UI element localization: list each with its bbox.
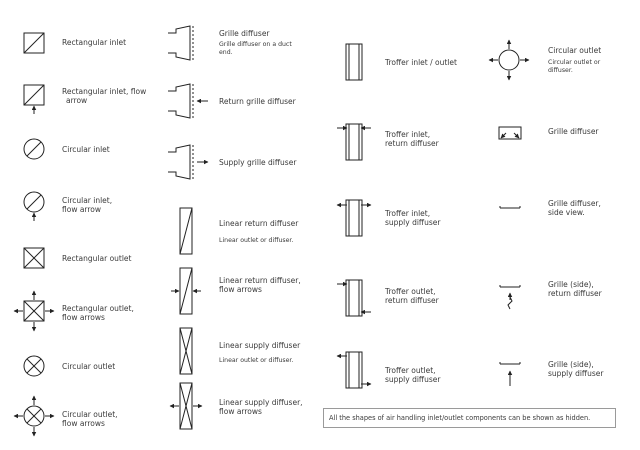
troffer-outlet-return-icon[interactable]	[337, 280, 371, 316]
grille-diffuser-side-icon[interactable]	[500, 206, 520, 208]
grille-side-return-label-2: return diffuser	[548, 289, 602, 298]
linear-supply-diffuser-icon[interactable]	[180, 328, 192, 374]
circular-inlet-icon[interactable]	[24, 139, 44, 159]
circular-outlet-right-desc: Circular outlet or	[548, 59, 601, 66]
grille-side-return-icon[interactable]	[500, 285, 520, 309]
rectangular-inlet-flow-icon[interactable]	[24, 85, 44, 114]
grille-side-supply-label-2: supply diffuser	[548, 369, 604, 378]
grille-diffuser-label: Grille diffuser	[219, 29, 270, 38]
circular-outlet-flow-icon[interactable]	[14, 396, 54, 436]
troffer-inlet-supply-icon[interactable]	[337, 200, 371, 236]
rectangular-inlet-flow-label: Rectangular inlet, flow	[62, 87, 147, 96]
grille-diffuser-plan-icon[interactable]	[499, 127, 521, 139]
troffer-outlet-return-label-2: return diffuser	[385, 296, 439, 305]
linear-supply-diffuser-desc: Linear outlet or diffuser.	[219, 357, 294, 364]
circular-inlet-flow-icon[interactable]	[24, 192, 44, 221]
rectangular-outlet-label: Rectangular outlet	[62, 254, 132, 263]
circular-inlet-label: Circular inlet	[62, 145, 110, 154]
troffer-inlet-return-icon[interactable]	[337, 124, 371, 160]
rectangular-inlet-icon[interactable]	[24, 33, 44, 53]
circular-outlet-flow-label: Circular outlet,	[62, 410, 118, 419]
circular-outlet-label: Circular outlet	[62, 362, 116, 371]
linear-supply-diffuser-label: Linear supply diffuser	[219, 341, 301, 350]
circular-outlet-arrows-icon[interactable]	[489, 40, 529, 80]
troffer-outlet-supply-label-2: supply diffuser	[385, 375, 441, 384]
troffer-inlet-return-label-2: return diffuser	[385, 139, 439, 148]
troffer-inlet-supply-label-2: supply diffuser	[385, 218, 441, 227]
linear-return-diffuser-flow-icon[interactable]	[171, 268, 201, 314]
circular-outlet-flow-label-2: flow arrows	[62, 419, 105, 428]
grille-diffuser-desc: Grille diffuser on a duct	[219, 41, 292, 48]
grille-diffuser-desc-2: end.	[219, 49, 233, 56]
circular-inlet-flow-label: Circular inlet,	[62, 196, 113, 205]
troffer-outlet-supply-label: Troffer outlet,	[385, 366, 436, 375]
linear-return-diffuser-flow-label-2: flow arrows	[219, 285, 262, 294]
linear-return-diffuser-icon[interactable]	[180, 208, 192, 254]
rectangular-outlet-flow-label-2: flow arrows	[62, 313, 105, 322]
supply-grille-diffuser-label: Supply grille diffuser	[219, 158, 297, 167]
rectangular-outlet-flow-label: Rectangular outlet,	[62, 304, 134, 313]
grille-diffuser-side-label-2: side view.	[548, 208, 585, 217]
grille-side-supply-icon[interactable]	[500, 362, 520, 386]
linear-supply-diffuser-flow-label: Linear supply diffuser,	[219, 398, 303, 407]
troffer-inlet-return-label: Troffer inlet,	[385, 130, 431, 139]
grille-diffuser-side-label: Grille diffuser,	[548, 199, 601, 208]
supply-grille-diffuser-icon[interactable]	[168, 145, 208, 179]
linear-return-diffuser-flow-label: Linear return diffuser,	[219, 276, 301, 285]
circular-outlet-right-label: Circular outlet	[548, 46, 602, 55]
linear-return-diffuser-desc: Linear outlet or diffuser.	[219, 237, 294, 244]
rectangular-outlet-flow-icon[interactable]	[14, 291, 54, 331]
circular-inlet-flow-label-2: flow arrow	[62, 205, 102, 214]
return-grille-diffuser-label: Return grille diffuser	[219, 97, 296, 106]
troffer-inlet-outlet-icon[interactable]	[346, 44, 362, 80]
rectangular-inlet-flow-label-2: arrow	[66, 96, 88, 105]
troffer-outlet-supply-icon[interactable]	[337, 352, 371, 388]
return-grille-diffuser-icon[interactable]	[168, 84, 208, 118]
grille-side-return-label: Grille (side),	[548, 280, 594, 289]
rectangular-outlet-icon[interactable]	[24, 248, 44, 268]
troffer-inlet-supply-label: Troffer inlet,	[385, 209, 431, 218]
troffer-inlet-outlet-label: Troffer inlet / outlet	[385, 58, 457, 67]
circular-outlet-right-desc-2: diffuser.	[548, 67, 573, 74]
grille-diffuser-right-label: Grille diffuser	[548, 127, 599, 136]
linear-supply-diffuser-flow-label-2: flow arrows	[219, 407, 262, 416]
troffer-outlet-return-label: Troffer outlet,	[385, 287, 436, 296]
hidden-shapes-note: All the shapes of air handling inlet/outlet components can be shown as hidden.	[323, 408, 616, 428]
linear-return-diffuser-label: Linear return diffuser	[219, 219, 299, 228]
grille-side-supply-label: Grille (side),	[548, 360, 594, 369]
rectangular-inlet-label: Rectangular inlet	[62, 38, 127, 47]
linear-supply-diffuser-flow-icon[interactable]	[170, 383, 202, 429]
grille-diffuser-icon[interactable]	[168, 26, 193, 60]
circular-outlet-icon[interactable]	[24, 356, 44, 376]
